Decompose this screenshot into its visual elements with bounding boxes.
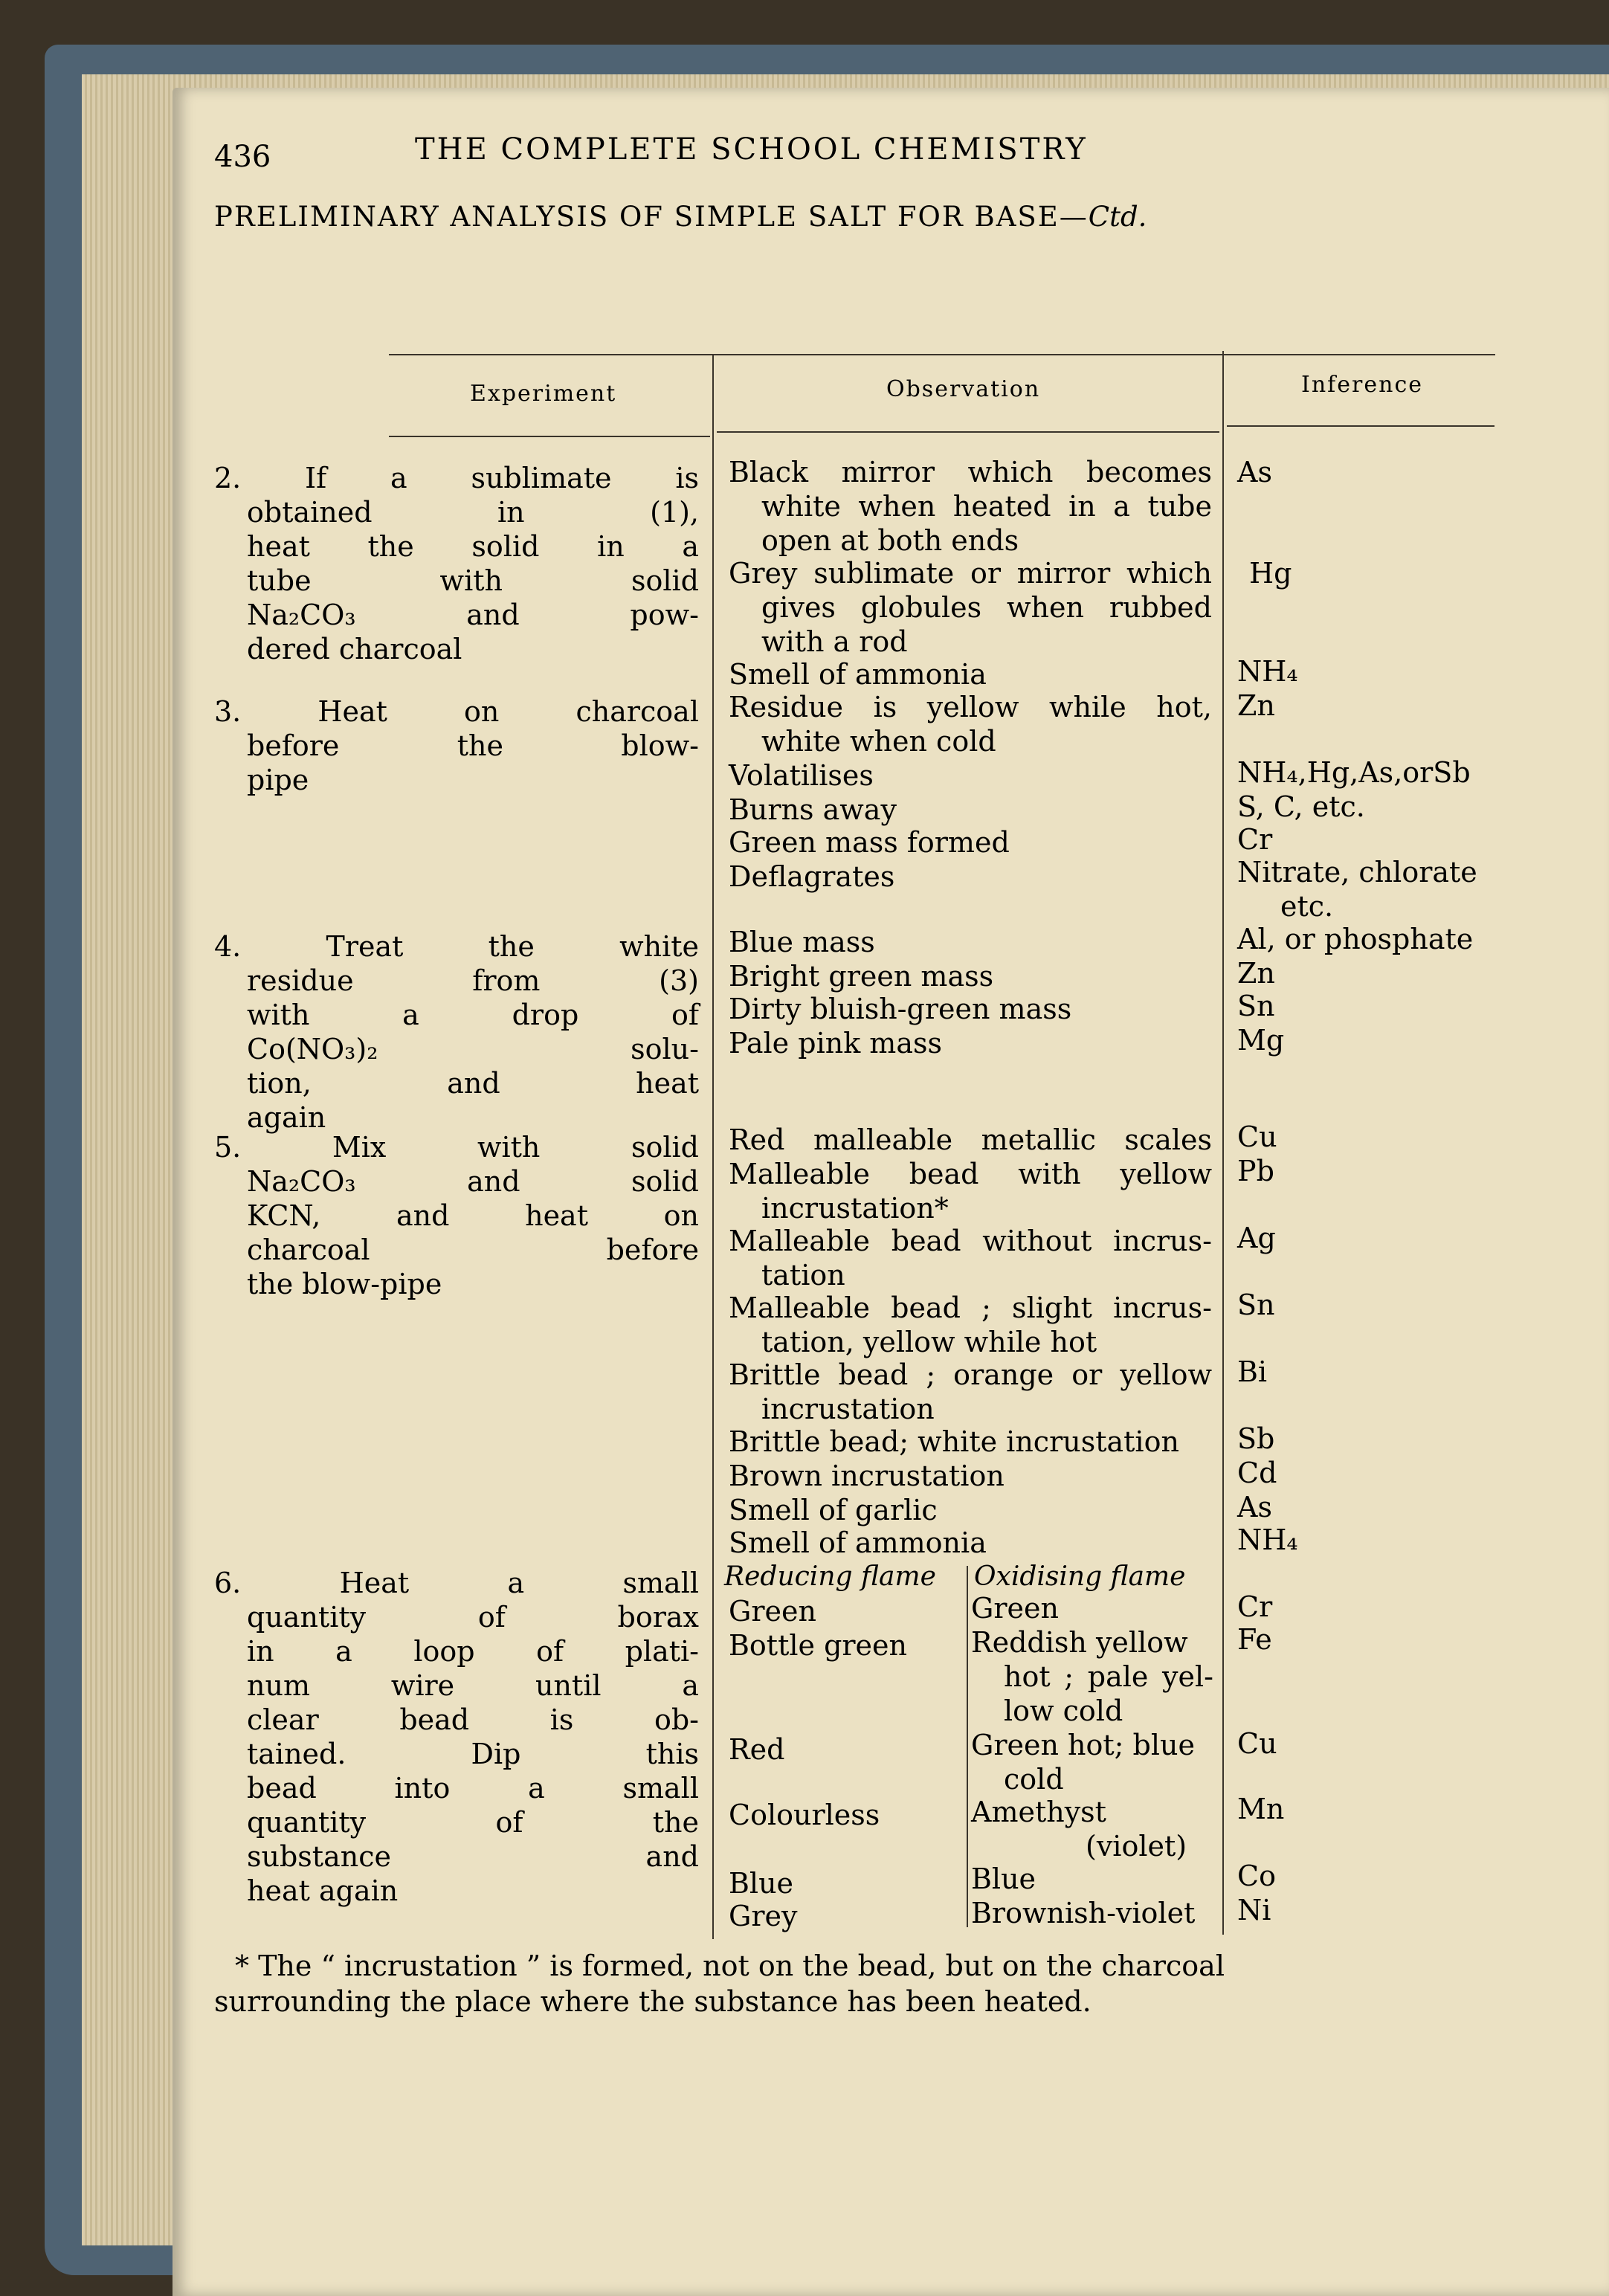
inference-pb: Pb [1237, 1155, 1274, 1187]
experiment-line: substance and [247, 1840, 699, 1873]
observation-line: Brittle bead ; orange or yellow [729, 1358, 1212, 1391]
observation-smell-ammonia-2: Smell of ammonia [729, 1526, 987, 1559]
bead-oxidising-co: Blue [971, 1863, 1036, 1895]
column-divider-1 [712, 355, 714, 1939]
experiment-line: quantity of the [247, 1806, 699, 1839]
bead-reducing-ni: Grey [729, 1900, 798, 1932]
bead-reducing-cu: Red [729, 1733, 785, 1766]
section-title-text: PRELIMINARY ANALYSIS OF SIMPLE SALT FOR BASE— [214, 201, 1089, 233]
experiment-line: Na₂CO₃ and pow- [247, 599, 699, 631]
bead-oxidising-mn [971, 1795, 1187, 1863]
inference-bead-cu: Cu [1237, 1727, 1277, 1760]
observation-line: Malleable bead with yellow [729, 1158, 1212, 1190]
bead-oxidising-cu [971, 1728, 1195, 1796]
observation-line: Malleable bead without incrus- [729, 1225, 1212, 1257]
inference-nh4-hg-as-sb: NH₄,Hg,As,orSb [1237, 756, 1471, 789]
footnote-line: surrounding the place where the substance has been heated. [214, 1985, 1092, 2018]
observation-line: tation, yellow while hot [761, 1326, 1097, 1358]
inference-bi: Bi [1237, 1355, 1268, 1388]
experiment-line: 4. Treat the white [214, 930, 699, 963]
inference-cr: Cr [1237, 823, 1273, 856]
experiment-line: the blow-pipe [247, 1268, 442, 1300]
observation-red-scales [729, 1123, 1212, 1157]
experiment-line: before the blow- [247, 729, 699, 762]
experiment-line: heat again [247, 1874, 399, 1907]
experiment-5 [214, 1130, 699, 1301]
running-head: THE COMPLETE SCHOOL CHEMISTRY [415, 132, 1088, 167]
inference-ag: Ag [1237, 1222, 1276, 1254]
experiment-line: num wire until a [247, 1669, 699, 1702]
inference-hg: Hg [1249, 557, 1292, 590]
bead-line: Reddish yellow [971, 1626, 1188, 1659]
observation-line: tation [761, 1259, 845, 1292]
bead-line: Amethyst [971, 1796, 1106, 1828]
experiment-line: residue from (3) [247, 964, 699, 997]
observation-bright-green-mass: Bright green mass [729, 960, 994, 993]
column-header-observation: Observation [886, 376, 1041, 402]
experiment-line: Na₂CO₃ and solid [247, 1165, 699, 1198]
observation-line: Malleable bead ; slight incrus- [729, 1292, 1212, 1324]
oxidising-flame-header: Oxidising flame [974, 1561, 1186, 1592]
bead-line: low cold [1004, 1694, 1123, 1727]
observation-black-mirror [729, 455, 1212, 558]
observation-line: incrustation [761, 1393, 935, 1425]
observation-smell-garlic: Smell of garlic [729, 1494, 938, 1526]
inference-bead-cr: Cr [1237, 1590, 1273, 1623]
inference-nh4: NH₄ [1237, 655, 1298, 688]
observation-line: with a rod [761, 625, 908, 658]
bead-oxidising-cr: Green [971, 1592, 1059, 1625]
experiment-line: in a loop of plati- [247, 1635, 699, 1668]
observation-brittle-white: Brittle bead; white incrustation [729, 1425, 1179, 1458]
experiment-line: 5. Mix with solid [214, 1131, 699, 1164]
experiment-line: tube with solid [247, 564, 699, 597]
observation-brown-incrustation: Brown incrustation [729, 1460, 1005, 1492]
observation-line: Residue is yellow while hot, [729, 691, 1212, 723]
experiment-line: 3. Heat on charcoal [214, 695, 699, 728]
table-top-rule [389, 354, 1495, 355]
experiment-line: again [247, 1101, 326, 1134]
inference-sn-2: Sn [1237, 1289, 1275, 1321]
bead-line: cold [1004, 1763, 1064, 1796]
experiment-line: obtained in (1), [247, 496, 699, 529]
experiment-line: quantity of borax [247, 1601, 699, 1634]
bead-reducing-mn: Colourless [729, 1799, 880, 1831]
experiment-line: bead into a small [247, 1772, 699, 1805]
inference-zn: Zn [1237, 689, 1275, 722]
observation-line: gives globules when rubbed [761, 591, 1212, 624]
column-divider-2 [1222, 351, 1224, 1935]
observation-volatilises: Volatilises [729, 759, 874, 792]
footnote-line: * The “ incrustation ” is formed, not on the bead, but on the charcoal [235, 1950, 1225, 1982]
observation-bead-without-incrustation [729, 1224, 1212, 1292]
page-number: 436 [214, 140, 271, 174]
experiment-line: with a drop of [247, 999, 699, 1031]
experiment-2 [214, 461, 699, 666]
inference-cd: Cd [1237, 1457, 1277, 1489]
footnote [214, 1948, 1523, 2019]
observation-residue-yellow [729, 690, 1212, 758]
bead-line: hot ; pale yel- [1004, 1660, 1213, 1693]
experiment-6 [214, 1566, 699, 1908]
observation-grey-sublimate [729, 556, 1212, 659]
experiment-line: pipe [247, 764, 309, 796]
bead-oxidising-fe [971, 1625, 1213, 1728]
experiment-3 [214, 694, 699, 797]
observation-brittle-orange [729, 1358, 1212, 1426]
observation-line: Red malleable metallic scales [729, 1123, 1212, 1156]
observation-line: Black mirror which becomes [729, 456, 1212, 488]
header-rule-experiment [389, 436, 710, 437]
experiment-line: tained. Dip this [247, 1738, 699, 1770]
inference-bead-fe: Fe [1237, 1623, 1272, 1656]
inference-s-c: S, C, etc. [1237, 790, 1365, 823]
header-rule-observation [717, 431, 1219, 433]
bead-reducing-cr: Green [729, 1595, 816, 1628]
inference-nitrate: Nitrate, chlorate [1237, 856, 1477, 889]
bead-flame-divider [967, 1566, 968, 1927]
section-title-suffix: Ctd. [1088, 201, 1147, 233]
inference-etc: etc. [1280, 890, 1334, 923]
inference-as-2: As [1237, 1491, 1272, 1523]
inference-al-phosphate: Al, or phosphate [1237, 923, 1474, 955]
header-rule-inference [1227, 425, 1494, 427]
reducing-flame-header: Reducing flame [724, 1561, 936, 1592]
observation-line: incrustation* [761, 1192, 949, 1225]
inference-bead-mn: Mn [1237, 1793, 1285, 1825]
observation-line: Grey sublimate or mirror which [729, 557, 1212, 590]
inference-mg: Mg [1237, 1024, 1285, 1057]
observation-bead-slight-incrustation [729, 1291, 1212, 1359]
section-title [214, 201, 1147, 233]
column-header-experiment: Experiment [470, 381, 617, 407]
observation-blue-mass: Blue mass [729, 926, 875, 958]
observation-green-mass: Green mass formed [729, 826, 1010, 859]
observation-bead-yellow-incrustation [729, 1157, 1212, 1225]
experiment-line: 2. If a sublimate is [214, 462, 699, 494]
inference-cu: Cu [1237, 1120, 1277, 1153]
inference-nh4-2: NH₄ [1237, 1523, 1298, 1556]
experiment-line: heat the solid in a [247, 530, 699, 563]
inference-zn-2: Zn [1237, 957, 1275, 990]
experiment-line: Co(NO₃)₂ solu- [247, 1033, 699, 1065]
experiment-line: tion, and heat [247, 1067, 699, 1100]
experiment-line: KCN, and heat on [247, 1199, 699, 1232]
inference-as: As [1237, 456, 1272, 488]
experiment-line: charcoal before [247, 1234, 699, 1266]
bead-line: (violet) [1086, 1830, 1187, 1863]
inference-bead-ni: Ni [1237, 1894, 1271, 1926]
observation-line: white when heated in a tube [761, 490, 1212, 523]
bead-line: Green hot; blue [971, 1729, 1195, 1761]
experiment-line: clear bead is ob- [247, 1703, 699, 1736]
inference-sn: Sn [1237, 990, 1275, 1022]
experiment-line: 6. Heat a small [214, 1567, 699, 1599]
bead-reducing-co: Blue [729, 1867, 794, 1900]
bead-oxidising-ni: Brownish-violet [971, 1897, 1196, 1929]
observation-burns-away: Burns away [729, 793, 897, 826]
observation-pale-pink-mass: Pale pink mass [729, 1027, 942, 1060]
experiment-line: dered charcoal [247, 633, 462, 665]
observation-deflagrates: Deflagrates [729, 860, 895, 893]
bead-reducing-fe: Bottle green [729, 1629, 908, 1662]
inference-bead-co: Co [1237, 1860, 1276, 1892]
experiment-4 [214, 929, 699, 1135]
observation-smell-ammonia: Smell of ammonia [729, 658, 987, 691]
observation-dirty-bluish-green-mass: Dirty bluish-green mass [729, 993, 1072, 1025]
column-header-inference: Inference [1301, 372, 1424, 398]
inference-sb: Sb [1237, 1422, 1275, 1455]
observation-line: open at both ends [761, 524, 1019, 557]
observation-line: white when cold [761, 725, 996, 758]
